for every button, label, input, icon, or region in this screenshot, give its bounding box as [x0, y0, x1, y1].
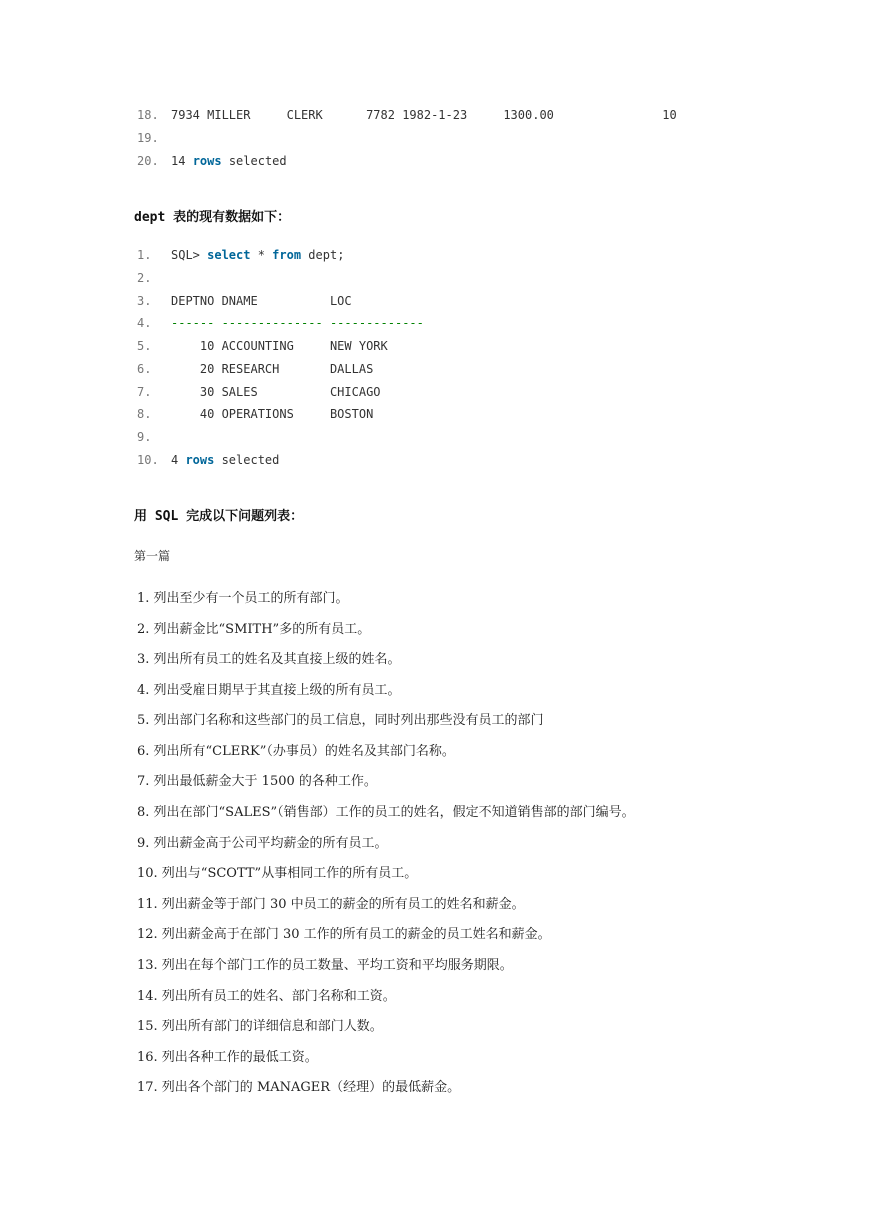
line-number: 4. [137, 316, 152, 330]
list-item: 5. 列出部门名称和这些部门的员工信息，同时列出那些没有员工的部门 [137, 713, 544, 728]
code-line [137, 315, 424, 331]
list-item: 2. 列出薪金比“SMITH”多的所有员工。 [137, 622, 371, 637]
code-line [137, 270, 171, 286]
line-number: 3. [137, 294, 152, 308]
code-text: DEPTNO DNAME LOC [171, 294, 352, 308]
list-item: 4. 列出受雇日期早于其直接上级的所有员工。 [137, 683, 401, 698]
line-number: 8. [137, 407, 152, 421]
line-number: 19. [137, 131, 159, 145]
code-text: * [250, 248, 273, 262]
keyword-from: from [272, 248, 302, 262]
line-number: 2. [137, 271, 152, 285]
code-line [137, 247, 344, 263]
list-item: 10. 列出与“SCOTT”从事相同工作的所有员工。 [137, 866, 418, 881]
line-number: 10. [137, 453, 159, 467]
list-item: 8. 列出在部门“SALES”（销售部）工作的员工的姓名，假定不知道销售部的部门编号。 [137, 805, 635, 820]
list-item: 1. 列出至少有一个员工的所有部门。 [137, 591, 349, 606]
code-line [137, 361, 373, 377]
code-line [137, 153, 287, 169]
keyword-rows: rows [185, 453, 215, 467]
list-item: 7. 列出最低薪金大于 1500 的各种工作。 [137, 774, 377, 789]
code-line [137, 293, 352, 309]
list-item: 15. 列出所有部门的详细信息和部门人数。 [137, 1019, 383, 1034]
list-item: 9. 列出薪金高于公司平均薪金的所有员工。 [137, 836, 388, 851]
code-text: 7934 MILLER CLERK 7782 1982-1-23 1300.00 10 [171, 108, 677, 122]
list-item: 11. 列出薪金等于部门 30 中员工的薪金的所有员工的姓名和薪金。 [137, 897, 525, 912]
line-number: 7. [137, 385, 152, 399]
list-item: 14. 列出所有员工的姓名、部门名称和工资。 [137, 989, 396, 1004]
code-line [137, 452, 279, 468]
sql-questions-heading: 用 SQL 完成以下问题列表： [134, 509, 304, 524]
list-item: 17. 列出各个部门的 MANAGER（经理）的最低薪金。 [137, 1080, 461, 1095]
line-number: 6. [137, 362, 152, 376]
code-text: SQL> [171, 248, 208, 262]
code-text: 40 OPERATIONS BOSTON [171, 407, 374, 421]
code-text: 14 [171, 154, 193, 168]
list-item: 6. 列出所有“CLERK”（办事员）的姓名及其部门名称。 [137, 744, 455, 759]
list-item: 12. 列出薪金高于在部门 30 工作的所有员工的薪金的员工姓名和薪金。 [137, 927, 551, 942]
line-number: 9. [137, 430, 152, 444]
section-title: 第一篇 [134, 549, 171, 563]
code-text: 30 SALES CHICAGO [171, 385, 381, 399]
code-line [137, 107, 677, 123]
code-line [137, 406, 373, 422]
line-number: 20. [137, 154, 159, 168]
line-number: 1. [137, 248, 152, 262]
code-line [137, 384, 381, 400]
code-line [137, 130, 171, 146]
list-item: 3. 列出所有员工的姓名及其直接上级的姓名。 [137, 652, 401, 667]
code-text: 10 ACCOUNTING NEW YORK [171, 339, 388, 353]
line-number: 5. [137, 339, 152, 353]
list-item: 16. 列出各种工作的最低工资。 [137, 1050, 318, 1065]
code-text: selected [221, 154, 287, 168]
line-number: 18. [137, 108, 159, 122]
code-comment: ------ -------------- ------------- [171, 316, 424, 330]
code-text: 4 [171, 453, 186, 467]
code-text: dept; [301, 248, 345, 262]
code-text: 20 RESEARCH DALLAS [171, 362, 374, 376]
code-text: selected [214, 453, 280, 467]
list-item: 13. 列出在每个部门工作的员工数量、平均工资和平均服务期限。 [137, 958, 513, 973]
code-line [137, 429, 171, 445]
keyword-rows: rows [192, 154, 222, 168]
code-line [137, 338, 388, 354]
keyword-select: select [207, 248, 251, 262]
dept-heading: dept 表的现有数据如下： [134, 210, 291, 225]
